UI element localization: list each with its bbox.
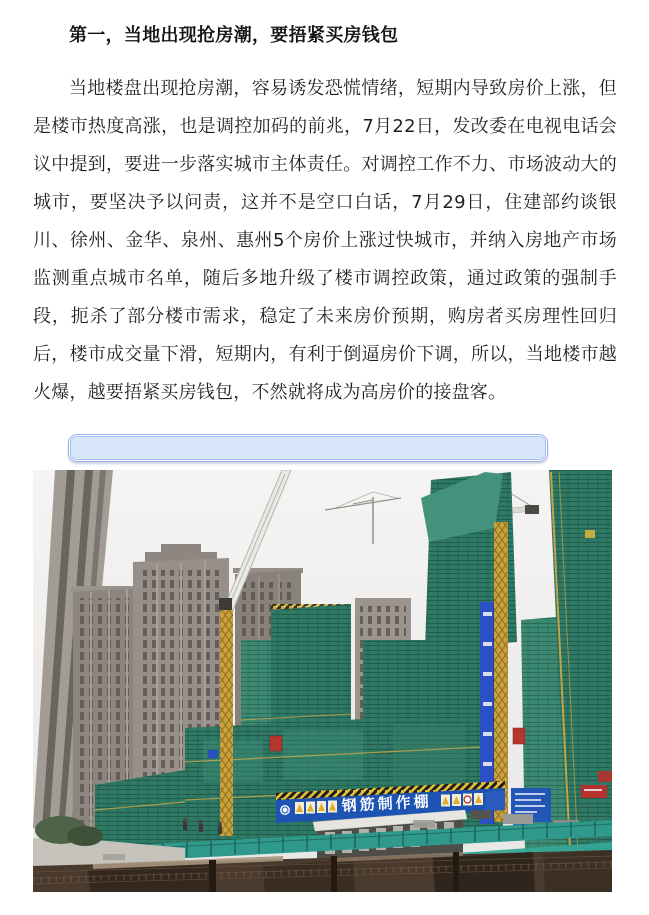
rebar-shed-banner-text: 钢筋制作棚 [341,792,433,815]
blue-divider-bar-fill [70,436,546,460]
crane-mast-right [494,522,508,822]
construction-photo [33,470,612,892]
article-heading: 第一，当地出现抢房潮，要捂紧买房钱包 [69,25,399,46]
construction-photo-illustration [33,470,612,892]
article-paragraph: 当地楼盘出现抢房潮，容易诱发恐慌情绪，短期内导致房价上涨，但是楼市热度高涨，也是调控加码的前兆，7月22日，发改委在电视电话会议中提到，要进一步落实城市主体责任。对调控工作不力、市场波动大的城市，要坚决予以问责，这并不是空口白话，7月29日，住建部约谈银川、徐州、金华、泉州、惠州5个房价上涨过快城市，并纳入房地产市场监测重点城市名单，随后多地升级了楼市调控政策，通过政策的强制手段，扼杀了部分楼市需求，稳定了未来房价预期，购房者买房理性回归后，楼市成交量下滑，短期内，有利于倒逼房价下调，所以，当地楼市越火爆，越要捂紧买房钱包，不然就将成为高房价的接盘客。 [33,78,617,403]
crane-mast-left [220,610,233,836]
blue-divider-bar[interactable] [68,434,548,462]
